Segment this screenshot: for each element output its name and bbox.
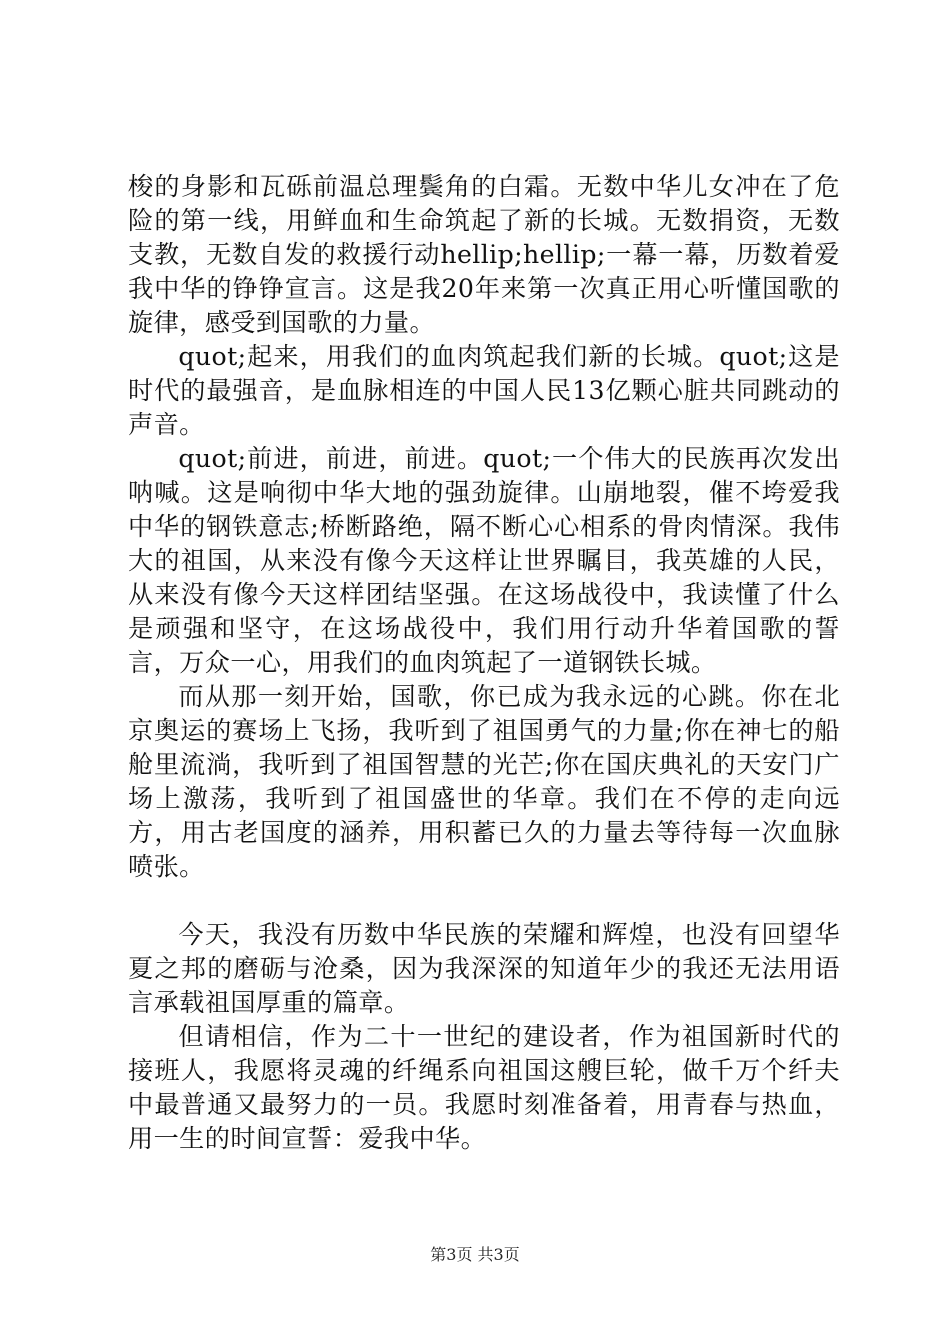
- paragraph-2: quot;起来，用我们的血肉筑起我们新的长城。quot;这是时代的最强音，是血脉相连的中国人民13亿颗心脏共同跳动的声音。: [128, 342, 840, 439]
- paragraph-6: 但请相信，作为二十一世纪的建设者，作为祖国新时代的接班人，我愿将灵魂的纤绳系向祖国这艘巨轮，做千万个纤夫中最普通又最努力的一员。我愿时刻准备着，用青春与热血，用一生的时间宣誓：爱我中华。: [128, 1022, 840, 1153]
- document-body: [128, 170, 840, 1156]
- paragraph-3: quot;前进，前进，前进。quot;一个伟大的民族再次发出呐喊。这是响彻中华大地的强劲旋律。山崩地裂，催不垮爱我中华的钢铁意志;桥断路绝，隔不断心心相系的骨肉情深。我伟大的祖国，从来没有像今天这样让世界瞩目，我英雄的人民，从来没有像今天这样团结坚强。在这场战役中，我读懂了什么是顽强和坚守，在这场战役中，我们用行动升华着国歌的誓言，万众一心，用我们的血肉筑起了一道钢铁长城。: [128, 444, 840, 677]
- paragraph-1: 梭的身影和瓦砾前温总理鬓角的白霜。无数中华儿女冲在了危险的第一线，用鲜血和生命筑起了新的长城。无数捐资，无数支教，无数自发的救援行动hellip;hellip;一幕一幕，历数着爱我中华的铮铮宣言。这是我20年来第一次真正用心听懂国歌的旋律，感受到国歌的力量。: [128, 172, 840, 337]
- paragraph-4: 而从那一刻开始，国歌，你已成为我永远的心跳。你在北京奥运的赛场上飞扬，我听到了祖国勇气的力量;你在神七的船舱里流淌，我听到了祖国智慧的光芒;你在国庆典礼的天安门广场上激荡，我听到了祖国盛世的华章。我们在不停的走向远方，用古老国度的涵养，用积蓄已久的力量去等待每一次血脉喷张。: [128, 682, 840, 881]
- paragraph-5: 今天，我没有历数中华民族的荣耀和辉煌，也没有回望华夏之邦的磨砺与沧桑，因为我深深的知道年少的我还无法用语言承载祖国厚重的篇章。: [128, 920, 840, 1017]
- page-footer: 第3页 共3页: [430, 1245, 520, 1264]
